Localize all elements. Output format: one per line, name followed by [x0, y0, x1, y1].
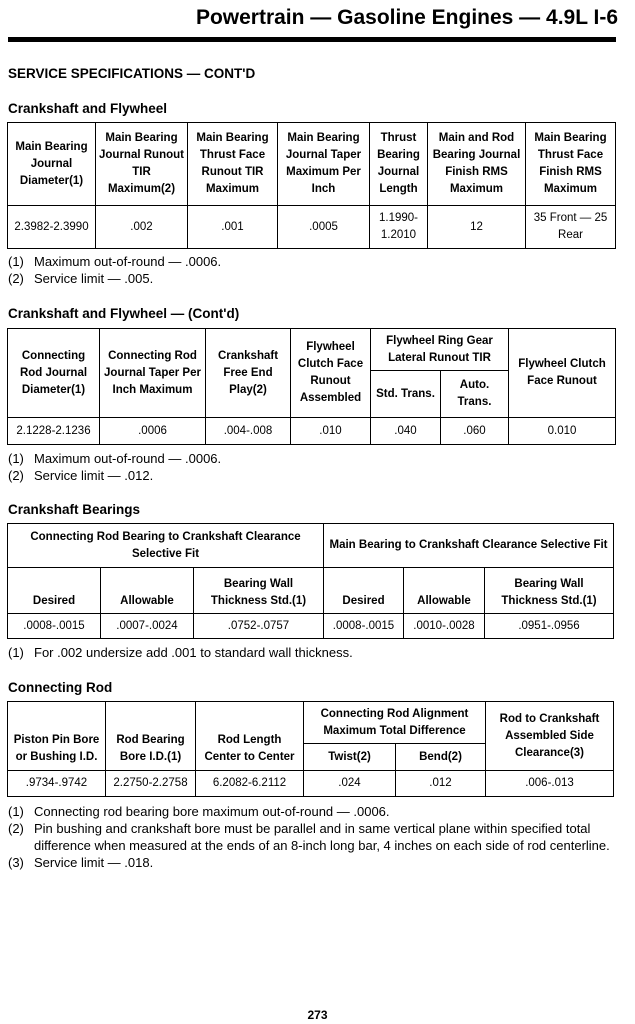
crankshaft-flywheel-table	[7, 122, 616, 249]
header-cell: Auto. Trans.	[441, 371, 509, 418]
section-subtitle: SERVICE SPECIFICATIONS — CONT'D	[8, 66, 256, 81]
header-cell: Rod Bearing Bore I.D.(1)	[106, 702, 196, 771]
header-cell: Bend(2)	[396, 744, 486, 771]
footnote: (2) Service limit — .005.	[8, 271, 154, 286]
value-cell: .002	[96, 206, 188, 249]
header-group-cell: Connecting Rod Bearing to Crankshaft Clearance Selective Fit	[8, 524, 324, 568]
value-cell: .060	[441, 418, 509, 445]
footnote: (1) Maximum out-of-round — .0006.	[8, 451, 222, 466]
header-cell: Flywheel Clutch Face Runout	[509, 329, 616, 418]
header-cell: Allowable	[404, 568, 485, 614]
crankshaft-flywheel-notes	[8, 253, 608, 287]
header-cell: Piston Pin Bore or Bushing I.D.	[8, 702, 106, 771]
header-group-cell: Flywheel Ring Gear Lateral Runout TIR	[371, 329, 509, 371]
value-cell: .0006	[100, 418, 206, 445]
header-cell: Main Bearing Journal Diameter(1)	[8, 123, 96, 206]
header-cell: Main Bearing Journal Runout TIR Maximum(2)	[96, 123, 188, 206]
title-rule	[8, 37, 616, 42]
page-title: Powertrain — Gasoline Engines — 4.9L I-6	[195, 6, 618, 29]
footnote: (2) Service limit — .012.	[8, 468, 154, 483]
header-cell: Thrust Bearing Journal Length	[370, 123, 428, 206]
header-cell: Twist(2)	[304, 744, 396, 771]
value-cell: 2.1228-2.1236	[8, 418, 100, 445]
value-cell: .006-.013	[486, 771, 614, 797]
footnote: (1) Connecting rod bearing bore maximum out-of-round — .0006.	[8, 804, 390, 819]
value-cell: .012	[396, 771, 486, 797]
value-cell: 12	[428, 206, 526, 249]
header-cell: Main Bearing Journal Taper Maximum Per Inch	[278, 123, 370, 206]
connecting-rod-heading: Connecting Rod	[8, 680, 113, 695]
value-cell: .0007-.0024	[101, 614, 194, 639]
page-number: 273	[307, 1008, 328, 1022]
value-cell: 2.2750-2.2758	[106, 771, 196, 797]
header-cell: Crankshaft Free End Play(2)	[206, 329, 291, 418]
footnote: (3) Service limit — .018.	[8, 855, 154, 870]
value-cell: .9734-.9742	[8, 771, 106, 797]
connecting-rod-notes	[8, 803, 620, 871]
footnote: (2) Pin bushing and crankshaft bore must be parallel and in same vertical plane within specified total difference when measured at the ends of an 8-inch long bar, 4 inches on each side of rod centerline.	[8, 821, 610, 853]
header-cell: Main and Rod Bearing Journal Finish RMS Maximum	[428, 123, 526, 206]
value-cell: .001	[188, 206, 278, 249]
header-cell: Allowable	[101, 568, 194, 614]
value-cell: 2.3982-2.3990	[8, 206, 96, 249]
header-cell: Bearing Wall Thickness Std.(1)	[485, 568, 614, 614]
value-cell: .0010-.0028	[404, 614, 485, 639]
crankshaft-flywheel-contd-notes	[8, 450, 608, 484]
header-cell: Desired	[8, 568, 101, 614]
crankshaft-bearings-table	[7, 523, 614, 639]
header-cell: Connecting Rod Journal Diameter(1)	[8, 329, 100, 418]
header-cell: Std. Trans.	[371, 371, 441, 418]
value-cell: 6.2082-6.2112	[196, 771, 304, 797]
value-cell: .040	[371, 418, 441, 445]
crankshaft-flywheel-contd-table	[7, 328, 616, 445]
header-cell: Desired	[324, 568, 404, 614]
header-cell: Rod to Crankshaft Assembled Side Clearance(3)	[486, 702, 614, 771]
header-cell: Bearing Wall Thickness Std.(1)	[194, 568, 324, 614]
header-cell: Main Bearing Thrust Face Runout TIR Maximum	[188, 123, 278, 206]
value-cell: 1.1990-1.2010	[370, 206, 428, 249]
footnote: (1) For .002 undersize add .001 to standard wall thickness.	[8, 645, 353, 660]
value-cell: .0951-.0956	[485, 614, 614, 639]
value-cell: .004-.008	[206, 418, 291, 445]
value-cell: 35 Front — 25 Rear	[526, 206, 616, 249]
header-cell: Main Bearing Thrust Face Finish RMS Maximum	[526, 123, 616, 206]
header-cell: Flywheel Clutch Face Runout Assembled	[291, 329, 371, 418]
value-cell: .0008-.0015	[8, 614, 101, 639]
header-group-cell: Connecting Rod Alignment Maximum Total Difference	[304, 702, 486, 744]
value-cell: .024	[304, 771, 396, 797]
crankshaft-bearings-notes	[8, 644, 608, 661]
value-cell: 0.010	[509, 418, 616, 445]
header-cell: Rod Length Center to Center	[196, 702, 304, 771]
crankshaft-flywheel-heading: Crankshaft and Flywheel	[8, 101, 168, 116]
header-group-cell: Main Bearing to Crankshaft Clearance Selective Fit	[324, 524, 614, 568]
value-cell: .0005	[278, 206, 370, 249]
value-cell: .0008-.0015	[324, 614, 404, 639]
connecting-rod-table	[7, 701, 614, 797]
footnote: (1) Maximum out-of-round — .0006.	[8, 254, 222, 269]
value-cell: .010	[291, 418, 371, 445]
crankshaft-bearings-heading: Crankshaft Bearings	[8, 502, 141, 517]
header-cell: Connecting Rod Journal Taper Per Inch Maximum	[100, 329, 206, 418]
value-cell: .0752-.0757	[194, 614, 324, 639]
crankshaft-flywheel-contd-heading: Crankshaft and Flywheel — (Cont'd)	[8, 306, 240, 321]
